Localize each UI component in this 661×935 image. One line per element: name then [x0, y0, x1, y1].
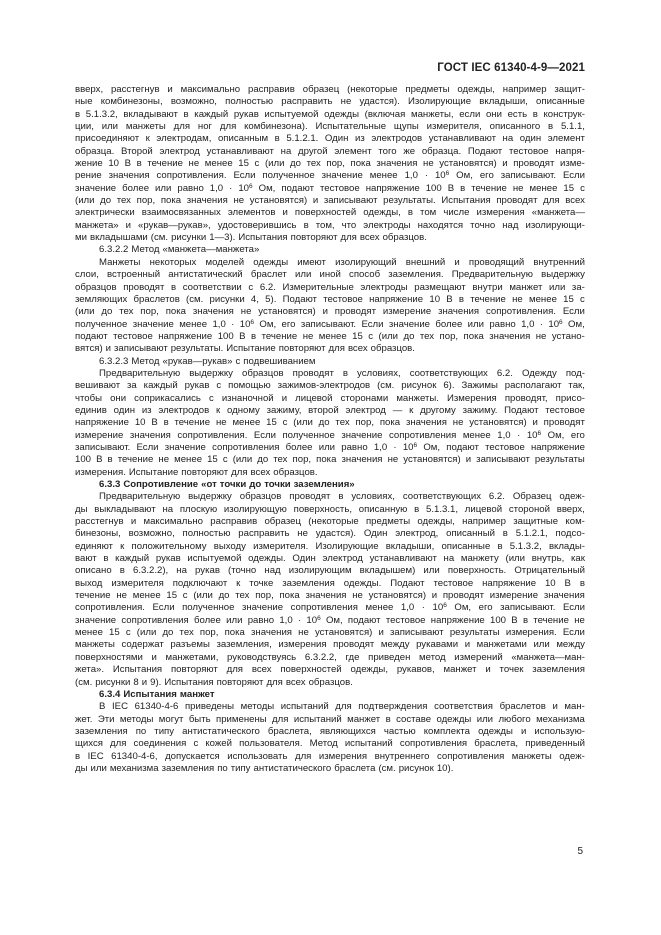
text-line: жение 10 В в течение не менее 15 с (или до тех пор, пока значения не установятся) и проводят изме- — [75, 158, 585, 170]
text-line: щихся для соединения с кожей пользователя. Метод испытаний сопротивления браслета, приведенный — [75, 738, 585, 750]
text-line: 100 В в течение не менее 15 с (или до тех пор, пока значения не установятся) и записывают результаты — [75, 454, 585, 466]
page-number: 5 — [577, 846, 583, 857]
text-line: манжеты содержат разъемы заземления, измерения проводят между рукавами и манжетами или между — [75, 639, 585, 651]
text-line: вешивают за каждый рукав с помощью зажимов-электродов (см. рисунок 6). Зажимы располагают так, — [75, 380, 585, 392]
text-line: В IEC 61340-4-6 приведены методы испытаний для подтверждения соответствия браслетов и ман- — [99, 701, 585, 713]
text-line: менее 15 с (или до тех пор, пока значения не установятся) и записывают результаты измерения. Если — [75, 627, 585, 639]
text-line: ции, или манжеты для ног для комбинезона). Испытательные щупы измерителя, описанного в 5.1.1, — [75, 121, 585, 133]
text-line: Предварительную выдержку образцов проводят в условиях, соответствующих 6.2. Образец одеж- — [99, 491, 585, 503]
text-line: единив один из электродов к одному зажиму, второй электрод — к другому зажиму. Подают тестовое — [75, 404, 585, 416]
text-line: присоединяют к электродам, описанным в 5.1.2.1. Один из электродов устанавливают на один элемент — [75, 133, 585, 145]
text-line: поверхностями и манжетами, руководствуясь 6.3.2.2, где приведен метод измерений «манжета—ман- — [75, 651, 585, 663]
text-line: в 5.1.3.2, вкладывают в каждый рукав испытуемой одежды (включая манжеты, если они есть в конструк- — [75, 108, 585, 120]
text-line: рение значения сопротивления. Если полученное значение менее 1,0 · $10^6$ Ом, его записывают. Если — [75, 170, 585, 182]
text-line: полученное значение менее 1,0 · $10^6$ Ом, его записывают. Если значение более или равно 1,0 · $10^6$ Ом, — [75, 318, 585, 330]
text-line: сопротивления. Если полученное значение сопротивления менее 1,0 · $10^6$ Ом, его записывают. Если — [75, 602, 585, 614]
section-heading: 6.3.4 Испытания манжет — [99, 688, 215, 700]
text-line: выход измерителя подключают к точке заземления одежды. Подают тестовое напряжение 10 В в — [75, 577, 585, 589]
text-line: (см. рисунки 8 и 9). Испытания повторяют для всех образцов. — [75, 676, 353, 688]
text-line: значение более или равно 1,0 · $10^6$ Ом, подают тестовое напряжение 100 В в течение не менее 15 с — [75, 182, 585, 194]
text-line: измерения. Испытание повторяют для всех образцов. — [75, 466, 318, 478]
text-line: течение не менее 15 с (или до тех пор, пока значения не установятся) и проводят измерение значения — [75, 590, 585, 602]
text-line: земляющих браслетов (см. рисунки 4, 5). Подают тестовое напряжение 10 В в течение не менее 15 с — [75, 293, 585, 305]
text-line: (или до тех пор, пока значения не установятся) и проводят измерение значения сопротивления. Если — [75, 306, 585, 318]
text-line: измерение значения сопротивления. Если полученное значение сопротивления менее 1,0 · $10^6$ Ом, его — [75, 429, 585, 441]
text-line: Манжеты некоторых моделей одежды имеют изолирующий внешний и проводящий внутренний — [99, 256, 585, 268]
document-body — [75, 84, 585, 775]
text-line: вверх, расстегнув и максимально расправив образец (некоторые предметы одежды, например защит- — [75, 84, 585, 95]
section-heading: 6.3.3 Сопротивление «от точки до точки заземления» — [99, 479, 355, 490]
text-line: жета». Испытания повторяют для всех поверхностей одежды, рукавов, манжет и точек заземления — [75, 664, 585, 676]
text-line: жет. Эти методы могут быть применены для испытаний манжет в составе одежды или любого механизма — [75, 713, 585, 725]
text-line: манжета» и «рукав—рукав», удостоверившись в том, что электроды находятся точно над изолирующи- — [75, 219, 585, 231]
document-header: ГОСТ IEC 61340-4-9—2021 — [437, 62, 585, 74]
text-line: образцов проводят в соответствии с 6.2. Измерительные электроды размещают внутри манжет или за- — [75, 281, 585, 293]
text-line: значение сопротивления более или равно 1,0 · $10^6$ Ом, подают тестовое напряжение 100 В в течение не — [75, 614, 585, 626]
text-line: ми вкладышами (см. рисунки 1—3). Испытания повторяют для всех образцов. — [75, 232, 427, 244]
text-line: 6.3.2.3 Метод «рукав—рукав» с подвешиванием — [99, 355, 316, 367]
text-line: записывают. Если значение сопротивления более или равно 1,0 · $10^6$ Ом, подают тестовое напряжение — [75, 441, 585, 453]
text-line: вают в каждый рукав испытуемой одежды. Один электрод устанавливают на манжету (или внутрь, как — [75, 553, 585, 565]
text-line: чтобы они соприкасались с изнаночной и лицевой сторонами манжеты. Измерения проводят, присо- — [75, 392, 585, 404]
text-line: ные комбинезоны, возможно, полностью расправить не удастся). Изолирующие вкладыши, описанные — [75, 96, 585, 108]
text-line: заземления по типу антистатического браслета, являющихся частью комплекта одежды и использую- — [75, 725, 585, 737]
text-line: единяют к положительному выходу измерителя. Изолирующие вкладыши, описанные в 5.1.3.2, вклады- — [75, 540, 585, 552]
text-line: напряжение 10 В в течение не менее 15 с (или до тех пор, пока значения не установятся) и проводят — [75, 417, 585, 429]
text-line: электрически взаимосвязанных элементов и поверхностей одежды, в том числе измерения «манжета— — [75, 207, 585, 219]
text-line: Предварительную выдержку образцов проводят в условиях, соответствующих 6.2. Одежду под- — [99, 367, 585, 379]
text-line: образца. Второй электрод устанавливают на другой элемент того же образца. Подают тестовое напря- — [75, 145, 585, 157]
text-line: слои, встроенный антистатический браслет или иной способ заземления. Предварительную выдержку — [75, 269, 585, 281]
text-line: описано в 6.3.2.2), на рукав (точно над изолирующим вкладышем) или поверхность. Отрицательный — [75, 565, 585, 577]
text-line: в IEC 61340-4-6, допускается использовать для измерения внутреннего сопротивления манжеты одеж- — [75, 750, 585, 762]
text-line: ды выкладывают на плоскую изолирующую поверхность, описанную в 5.1.3.1, лицевой стороной вверх, — [75, 503, 585, 515]
text-line: бинезоны, возможно, полностью расправить не удастся). Один электрод, описанный в 5.1.2.1, подсо- — [75, 528, 585, 540]
text-line: 6.3.2.2 Метод «манжета—манжета» — [99, 244, 260, 256]
text-line: (или до тех пор, пока значения не установятся) и записывают результаты. Испытания проводят для всех — [75, 195, 585, 207]
text-line: подают тестовое напряжение 100 В в течение не менее 15 с (или до тех пор, пока значения не устано- — [75, 330, 585, 342]
text-line: расстегнув и максимально расправив образец (некоторые предметы одежды, например защитные ком- — [75, 516, 585, 528]
text-line: вятся) и записывают результаты. Испытание повторяют для всех образцов. — [75, 343, 415, 355]
text-line: ды или механизма заземления по типу антистатического браслета (см. рисунок 10). — [75, 762, 454, 774]
